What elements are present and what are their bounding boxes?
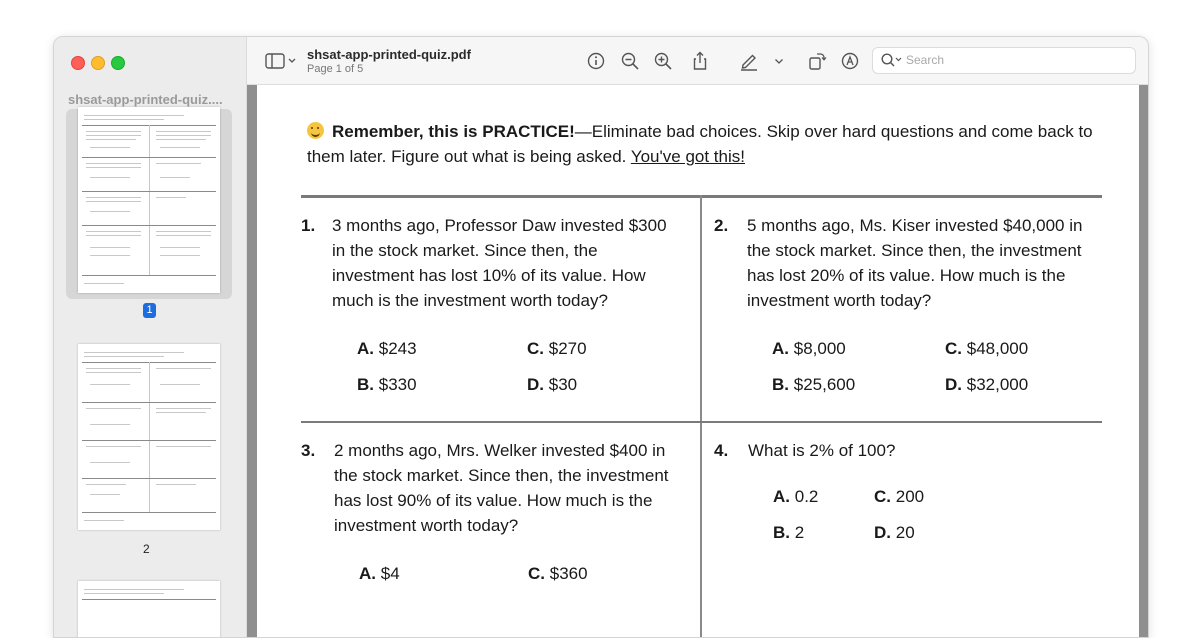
- question-4-number: 4.: [714, 441, 729, 460]
- sidebar-toggle-icon[interactable]: [264, 50, 298, 72]
- question-3-number: 3.: [301, 441, 316, 460]
- markup-menu-chevron-down-icon[interactable]: [772, 50, 786, 72]
- row-divider: [301, 421, 1102, 423]
- sidebar-title: shsat-app-printed-quiz....: [68, 92, 223, 107]
- question-1-answer-a: A. $243: [357, 339, 417, 358]
- column-divider: [700, 195, 702, 638]
- share-icon[interactable]: [689, 50, 711, 72]
- remember-body-text: —Eliminate bad choices. Skip over hard questions and come back to them later. Figure out what is being asked.: [307, 122, 1093, 166]
- minimize-window-button[interactable]: [91, 56, 105, 70]
- remember-underlined-text: You've got this!: [630, 147, 745, 166]
- pdf-page: [257, 85, 1139, 638]
- zoom-out-icon[interactable]: [619, 50, 641, 72]
- preview-window: [53, 36, 1149, 638]
- zoom-window-button[interactable]: [111, 56, 125, 70]
- remember-banner: [307, 119, 1097, 169]
- markup-pen-icon[interactable]: [738, 50, 760, 72]
- annotate-icon[interactable]: [839, 50, 861, 72]
- question-2-answer-b: B. $25,600: [772, 375, 856, 394]
- toolbar: [247, 37, 1148, 85]
- question-4-answer-c: C. 200: [874, 487, 925, 506]
- question-2-number: 2.: [714, 216, 729, 235]
- question-3-answer-a: A. $4: [359, 564, 400, 583]
- question-1-answer-b: B. $330: [357, 375, 417, 394]
- question-3-answer-c: C. $360: [528, 564, 588, 583]
- page-thumbnail-1[interactable]: [78, 107, 220, 293]
- page-thumbnail-2[interactable]: [78, 344, 220, 530]
- search-field[interactable]: [872, 47, 1136, 74]
- question-2-text: 5 months ago, Ms. Kiser invested $40,000 in the stock market. Since then, the investment has lost 20% of its value. How much is the investment worth today?: [747, 216, 1083, 310]
- selected-page-badge: 1: [143, 303, 156, 318]
- search-placeholder: Search: [906, 53, 945, 67]
- question-2-answer-d: D. $32,000: [945, 375, 1029, 394]
- search-icon: [880, 52, 904, 68]
- question-4-text: What is 2% of 100?: [748, 441, 896, 460]
- question-2-answer-c: C. $48,000: [945, 339, 1029, 358]
- question-1-number: 1.: [301, 216, 316, 235]
- question-3-text: 2 months ago, Mrs. Welker invested $400 in the stock market. Since then, the investment has lost 90% of its value. How much is the investment worth today?: [334, 441, 669, 535]
- page-indicator: Page 1 of 5: [307, 63, 364, 75]
- grinning-face-icon: [307, 122, 324, 139]
- close-window-button[interactable]: [71, 56, 85, 70]
- page-2-label: 2: [143, 542, 150, 556]
- question-4-answer-d: D. 20: [874, 523, 915, 542]
- question-1-text: 3 months ago, Professor Daw invested $300 in the stock market. Since then, the investment has lost 10% of its value. How much is the investment worth today?: [332, 216, 667, 310]
- question-2-answer-a: A. $8,000: [772, 339, 846, 358]
- question-4-answer-b: B. 2: [773, 523, 805, 542]
- document-title: shsat-app-printed-quiz.pdf: [307, 47, 471, 62]
- rotate-icon[interactable]: [806, 50, 828, 72]
- info-icon[interactable]: [585, 50, 607, 72]
- zoom-in-icon[interactable]: [652, 50, 674, 72]
- question-4-answer-a: A. 0.2: [773, 487, 819, 506]
- question-1-answer-c: C. $270: [527, 339, 587, 358]
- document-viewport[interactable]: [247, 85, 1148, 637]
- remember-bold-text: Remember, this is PRACTICE!: [332, 122, 575, 141]
- page-thumbnail-3[interactable]: [78, 581, 220, 638]
- thumbnail-sidebar: [54, 37, 247, 637]
- question-1-answer-d: D. $30: [527, 375, 578, 394]
